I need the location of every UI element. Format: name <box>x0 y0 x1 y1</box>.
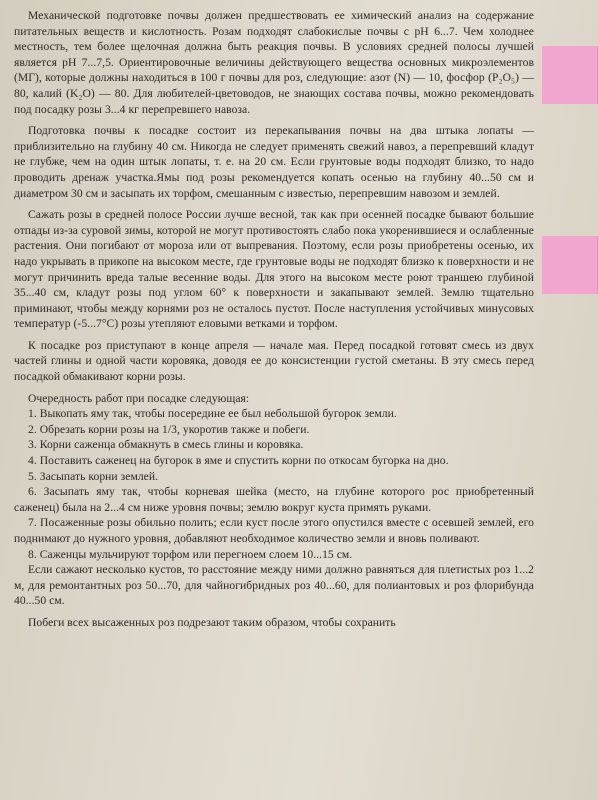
body-text <box>14 8 534 631</box>
list-item-8: 8. Саженцы мульчируют торфом или перегноем слоем 10...15 см. <box>28 547 353 561</box>
list-item-3: 3. Корни саженца обмакнуть в смесь глины и коровяка. <box>28 438 304 452</box>
list-item-1: 1. Выкопать яму так, чтобы посередине ее был небольшой бугорок земли. <box>28 407 397 421</box>
paragraph-soil-prep: Подготовка почвы к посадке состоит из перекапывания почвы на два штыка лопаты — приблизительно на глубину 40 см. Никогда не следует применять свежий навоз, а перепревший кладут не глубже, чем на один штык лопаты, т. е. на 20 см. Если грунтовые воды подходят близко, то надо проводить дренаж участка.Ямы под розы рекомендуется копать осенью на глубину 40...50 см и диаметром 30 см и засыпать их торфом, смешанным с известью, перепревшим навозом и землей. <box>14 124 534 200</box>
paragraph-planting-start: К посадке роз приступают в конце апреля — начале мая. Перед посадкой готовят смесь из двух частей глины и одной части коровяка, доводя ее до консистенции густой сметаны. В эту смесь перед посадкой обмакивают корни розы. <box>14 338 534 384</box>
list-heading: Очередность работ при посадке следующая: <box>28 391 250 405</box>
list-item-5: 5. Засыпать корни землей. <box>28 469 159 483</box>
list-item-2: 2. Обрезать корни розы на 1/3, укоротив также и побеги. <box>28 422 310 436</box>
list-item-4: 4. Поставить саженец на бугорок в яме и спустить корни по откосам бугорка на дно. <box>28 454 449 468</box>
paragraph-planting-season: Сажать розы в средней полосе России лучше весной, так как при осенней посадке бывают большие отпады из-за суровой зимы, которой не могут противостоять слабо пока укоренившиеся и ослабленные растения. Они погибают от мороза или от выпревания. Поэтому, если розы приобретены осенью, их надо укрывать в прикопе на высоком месте, где грунтовые воды не подходят близко к поверхности и не могут причинить вреда талые весенние воды. Для этого на высоком месте роют траншею глубиной 35...40 см, кладут розы под углом 60° к поверхности и закапывают землей. Землю тщательно приминают, чтобы между корнями роз не осталось пустот. После наступления устойчивых минусовых температур (-5...7°С) розы утепляют еловыми ветками и торфом. <box>14 208 534 331</box>
list-item-6: 6. Засыпать яму так, чтобы корневая шейка (место, на глубине которого рос приобретенный саженец) была на 2...4 см ниже уровня почвы; землю вокруг куста примять руками. <box>14 485 534 514</box>
list-item-7: 7. Посаженные розы обильно полить; если куст после этого опустился вместе с осевшей землей, его поднимают до нужного уровня, добавляют необходимое количество земли и вновь поливают. <box>14 516 534 545</box>
paragraph-soil-analysis: Механической подготовке почвы должен предшествовать ее химический анализ на содержание питательных веществ и кислотность. Розам подходят слабокислые почвы с рН 6...7. Чем холоднее местность, тем более щелочная должна быть реакция почвы. В условиях средней полосы лучшей является рН 7...7,5. Ориентировочные величины действующего вещества основных микроэлементов (МГ), которые должны находиться в 100 г почвы для роз, следующие: азот (N) — 10, фосфор (P₂O₅) — 80, калий (K₂O) — 80. Для любителей-цветоводов, не знающих состава почвы, можно рекомендовать под посадку розы 3...4 кг перепревшего навоза. <box>14 9 534 116</box>
paragraph-pruning: Побеги всех высаженных роз подрезают таким образом, чтобы сохранить <box>28 615 396 629</box>
paragraph-spacing: Если сажают несколько кустов, то расстояние между ними должно равняться для плетистых роз 1...2 м, для ремонтантных роз 50...70, для чайногибридных роз 40...60, для полиантовых и роз флорибунда 40...50 см. <box>14 563 534 608</box>
sticky-note-tab <box>542 46 598 104</box>
sticky-note-tab <box>542 236 598 294</box>
